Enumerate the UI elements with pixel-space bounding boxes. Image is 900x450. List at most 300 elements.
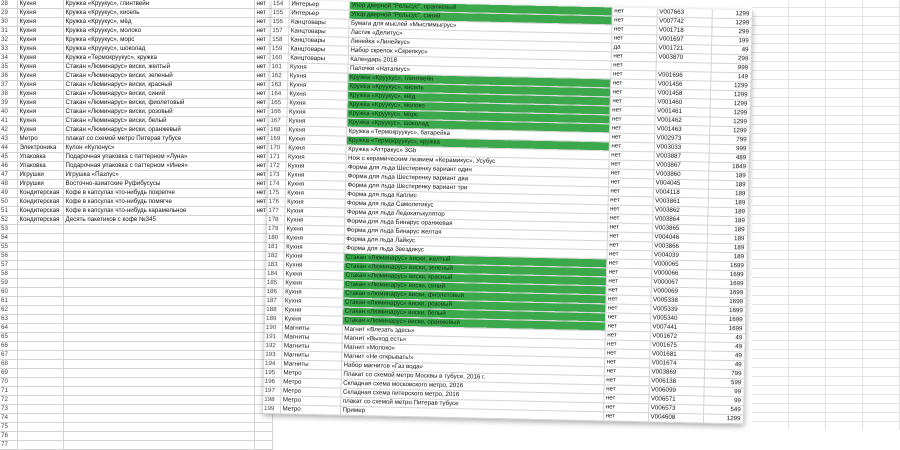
product-name-cell[interactable]: Стакан «Люминарус» виски, красный xyxy=(343,271,606,286)
flag-cell[interactable]: нет xyxy=(611,61,656,71)
category-cell[interactable] xyxy=(17,387,63,396)
article-code-cell[interactable]: V001463 xyxy=(654,125,709,135)
product-name-cell[interactable]: Набор скрепок «Скрепкус» xyxy=(348,46,611,61)
category-cell[interactable]: Кухня xyxy=(17,0,63,9)
price-cell[interactable]: 189 xyxy=(706,252,746,262)
product-name-cell[interactable]: Форма для льда Лайкус xyxy=(344,235,607,250)
flag-cell[interactable]: нет xyxy=(254,162,272,171)
price-cell[interactable]: 1299 xyxy=(712,10,752,19)
price-cell[interactable]: 189 xyxy=(708,171,748,181)
flag-cell[interactable]: нет xyxy=(607,241,652,251)
flag-cell[interactable]: нет xyxy=(608,187,653,197)
flag-cell[interactable]: нет xyxy=(603,394,648,404)
flag-cell[interactable]: да xyxy=(611,43,656,53)
category-cell[interactable]: Кухня xyxy=(17,45,63,54)
article-code-cell[interactable]: V003887 xyxy=(654,152,709,162)
category-cell[interactable]: Кондитерская xyxy=(17,216,63,225)
flag-cell[interactable]: нет xyxy=(254,36,272,45)
flag-cell[interactable]: нет xyxy=(603,412,648,422)
product-name-cell[interactable]: Стакан «Люминарус» виски, фиолетовый xyxy=(343,289,606,304)
article-code-cell[interactable]: V000065 xyxy=(651,260,706,270)
article-code-cell[interactable]: V003866 xyxy=(652,242,707,252)
category-cell[interactable] xyxy=(17,315,63,324)
product-name-cell[interactable]: Игрушка «Пазлус» xyxy=(63,171,254,180)
product-name-cell[interactable]: Кружка «Круукус», шоколад xyxy=(346,118,609,133)
category-cell[interactable]: Кондитерская xyxy=(17,198,63,207)
product-name-cell[interactable] xyxy=(63,243,254,252)
price-cell[interactable]: 799 xyxy=(704,369,744,379)
category-cell[interactable] xyxy=(17,306,63,315)
product-name-cell[interactable]: Упор дверной "Рельсус", синий xyxy=(349,10,612,25)
product-name-cell[interactable]: Кружка «Термокруукус», кружка xyxy=(346,136,609,151)
product-name-cell[interactable]: Ластик «Делитус» xyxy=(348,28,611,43)
article-code-cell[interactable]: V003867 xyxy=(653,161,708,171)
category-cell[interactable]: Метро xyxy=(281,369,341,379)
category-cell[interactable]: Кухня xyxy=(284,234,344,244)
article-code-cell[interactable]: V001721 xyxy=(656,44,711,54)
flag-cell[interactable]: нет xyxy=(605,322,650,332)
price-cell[interactable]: 49 xyxy=(704,351,744,361)
product-name-cell[interactable]: Форма для льда Самолетикус xyxy=(344,199,607,214)
category-cell[interactable]: Кухня xyxy=(284,207,344,217)
flag-cell[interactable]: нет xyxy=(254,207,272,216)
category-cell[interactable]: Магниты xyxy=(282,324,342,334)
category-cell[interactable]: Кухня xyxy=(283,270,343,280)
category-cell[interactable]: Кухня xyxy=(283,288,343,298)
flag-cell[interactable] xyxy=(254,423,272,432)
price-cell[interactable]: 99 xyxy=(703,387,743,397)
category-cell[interactable]: Кухня xyxy=(286,144,346,154)
product-name-cell[interactable] xyxy=(63,396,254,405)
product-name-cell[interactable] xyxy=(63,369,254,378)
product-name-cell[interactable]: Кружка «Круукус», кисель xyxy=(63,9,254,18)
price-cell[interactable]: 199 xyxy=(711,36,751,46)
category-cell[interactable] xyxy=(17,396,63,405)
category-cell[interactable]: Упаковка xyxy=(17,153,63,162)
product-name-cell[interactable] xyxy=(63,351,254,360)
product-name-cell[interactable]: Форма для льда Каплис xyxy=(345,190,608,205)
flag-cell[interactable]: нет xyxy=(605,331,650,341)
category-cell[interactable]: Канцтовары xyxy=(288,36,348,46)
product-name-cell[interactable] xyxy=(63,270,254,279)
price-cell[interactable]: 1699 xyxy=(706,288,746,298)
category-cell[interactable]: Кухня xyxy=(285,162,345,172)
price-cell[interactable]: 1299 xyxy=(710,99,750,109)
article-code-cell[interactable]: V001718 xyxy=(656,26,711,36)
article-code-cell[interactable]: V003860 xyxy=(653,170,708,180)
price-cell[interactable]: 1299 xyxy=(710,90,750,100)
price-cell[interactable]: 49 xyxy=(704,360,744,370)
price-cell[interactable]: 1849 xyxy=(708,162,748,172)
category-cell[interactable] xyxy=(17,270,63,279)
flag-cell[interactable]: нет xyxy=(606,286,651,296)
category-cell[interactable] xyxy=(17,342,63,351)
product-name-cell[interactable] xyxy=(63,378,254,387)
product-name-cell[interactable]: Стакан «Люминарус» виски, розовый xyxy=(342,298,605,313)
price-cell[interactable]: 149 xyxy=(710,72,750,82)
product-name-cell[interactable]: Линейка «Линейкус» xyxy=(348,37,611,52)
product-name-cell[interactable]: Стакан «Люминарус» виски, желтый xyxy=(343,253,606,268)
product-name-cell[interactable]: Бумага для мыслей «Мыслимыгрус» xyxy=(348,19,611,34)
product-name-cell[interactable]: Нож с керамическим лезвием «Керамикус», Усубус xyxy=(345,154,608,169)
category-cell[interactable] xyxy=(17,243,63,252)
category-cell[interactable] xyxy=(17,405,63,414)
product-name-cell[interactable]: Подарочная упаковка с паттерном «Инея» xyxy=(63,162,254,171)
product-name-cell[interactable]: Кружка «Круукус», глинтвейн xyxy=(63,0,254,9)
category-cell[interactable] xyxy=(17,324,63,333)
flag-cell[interactable]: нет xyxy=(610,88,655,98)
product-name-cell[interactable]: Форма для льда Шестеренку вариант один xyxy=(345,163,608,178)
price-cell[interactable]: 49 xyxy=(705,333,745,343)
category-cell[interactable]: Канцтовары xyxy=(288,54,348,64)
article-code-cell[interactable]: V000067 xyxy=(651,278,706,288)
product-name-cell[interactable] xyxy=(63,324,254,333)
article-code-cell[interactable]: V003870 xyxy=(656,53,711,63)
article-code-cell[interactable]: V001461 xyxy=(655,107,710,117)
article-code-cell[interactable]: V003861 xyxy=(653,197,708,207)
product-name-cell[interactable] xyxy=(63,441,254,450)
flag-cell[interactable]: нет xyxy=(254,63,272,72)
product-name-cell[interactable]: Кружка «Аттракус» 3Gb xyxy=(346,145,609,160)
price-cell[interactable]: 1699 xyxy=(706,270,746,280)
category-cell[interactable]: Кухня xyxy=(285,180,345,190)
category-cell[interactable] xyxy=(17,414,63,423)
article-code-cell[interactable]: V001674 xyxy=(649,359,704,369)
price-cell[interactable]: 99 xyxy=(703,396,743,406)
price-cell[interactable]: 189 xyxy=(708,180,748,190)
flag-cell[interactable]: нет xyxy=(254,45,272,54)
category-cell[interactable]: Кухня xyxy=(287,90,347,100)
article-code-cell[interactable]: V007663 xyxy=(657,8,712,18)
product-name-cell[interactable] xyxy=(63,333,254,342)
product-name-cell[interactable] xyxy=(63,252,254,261)
price-cell[interactable]: 799 xyxy=(709,135,749,145)
article-code-cell[interactable]: V005338 xyxy=(650,296,705,306)
category-cell[interactable]: Игрушки xyxy=(17,171,63,180)
product-name-cell[interactable] xyxy=(63,261,254,270)
category-cell[interactable]: Интерьер xyxy=(289,9,349,19)
article-code-cell[interactable]: V000066 xyxy=(651,269,706,279)
product-name-cell[interactable] xyxy=(63,315,254,324)
category-cell[interactable]: Электроника xyxy=(17,144,63,153)
product-name-cell[interactable] xyxy=(63,234,254,243)
price-cell[interactable]: 1299 xyxy=(710,81,750,91)
flag-cell[interactable]: нет xyxy=(609,115,654,125)
product-name-cell[interactable]: Стакан «Люминарус» виски, синий xyxy=(343,280,606,295)
article-code-cell[interactable]: V004118 xyxy=(653,188,708,198)
product-name-cell[interactable]: Магнит «Молоко» xyxy=(341,343,604,358)
price-cell[interactable]: 1699 xyxy=(706,261,746,271)
product-name-cell[interactable]: Набор магнитов «Газ вода» xyxy=(341,361,604,376)
flag-cell[interactable]: нет xyxy=(254,72,272,81)
product-name-cell[interactable]: Кружка «Круукус», шоколад xyxy=(63,45,254,54)
flag-cell[interactable]: нет xyxy=(606,250,651,260)
flag-cell[interactable]: нет xyxy=(254,198,272,207)
price-cell[interactable]: 299 xyxy=(711,54,751,64)
category-cell[interactable] xyxy=(17,225,63,234)
product-name-cell[interactable]: Магнит «Влезать здесь» xyxy=(342,325,605,340)
article-code-cell[interactable]: V005339 xyxy=(650,305,705,315)
article-code-cell[interactable]: V001697 xyxy=(656,35,711,45)
category-cell[interactable]: Кухня xyxy=(17,117,63,126)
article-code-cell[interactable]: V000069 xyxy=(651,287,706,297)
category-cell[interactable]: Кухня xyxy=(17,90,63,99)
category-cell[interactable]: Кухня xyxy=(287,99,347,109)
flag-cell[interactable]: нет xyxy=(607,214,652,224)
article-code-cell[interactable]: V001675 xyxy=(649,341,704,351)
flag-cell[interactable]: нет xyxy=(608,196,653,206)
flag-cell[interactable]: нет xyxy=(254,144,272,153)
product-name-cell[interactable] xyxy=(63,297,254,306)
category-cell[interactable]: Кухня xyxy=(287,72,347,82)
category-cell[interactable]: Кухня xyxy=(284,198,344,208)
flag-cell[interactable]: нет xyxy=(604,349,649,359)
product-name-cell[interactable]: Магнит «Не открывать!» xyxy=(341,352,604,367)
product-name-cell[interactable]: Десять пакетиков с кофе №345 xyxy=(63,216,254,225)
flag-cell[interactable]: нет xyxy=(609,151,654,161)
price-cell[interactable]: 1299 xyxy=(710,108,750,118)
article-code-cell[interactable]: V006573 xyxy=(648,404,703,414)
category-cell[interactable]: Кухня xyxy=(282,297,342,307)
category-cell[interactable] xyxy=(17,252,63,261)
product-name-cell[interactable]: Кружка «Круукус», кисель xyxy=(347,82,610,97)
flag-cell[interactable]: нет xyxy=(604,376,649,386)
flag-cell[interactable]: нет xyxy=(608,169,653,179)
article-code-cell[interactable]: V001460 xyxy=(655,98,710,108)
article-code-cell[interactable]: V001462 xyxy=(654,116,709,126)
category-cell[interactable]: Метро xyxy=(281,378,341,388)
flag-cell[interactable]: нет xyxy=(254,180,272,189)
product-name-cell[interactable]: Упор дверной "Рельсус", оранжевый xyxy=(349,2,612,16)
product-name-cell[interactable]: Стакан «Люминарус» виски, оранжевый xyxy=(342,316,605,331)
product-name-cell[interactable]: Складная схема московского метро, 2016 xyxy=(341,379,604,394)
category-cell[interactable]: Кондитерская xyxy=(17,207,63,216)
flag-cell[interactable]: нет xyxy=(607,205,652,215)
flag-cell[interactable]: нет xyxy=(604,340,649,350)
product-name-cell[interactable]: Кружка «Круукус», мёд xyxy=(63,18,254,27)
article-code-cell[interactable]: V004039 xyxy=(651,251,706,261)
category-cell[interactable]: Кухня xyxy=(283,252,343,262)
product-name-cell[interactable]: Форма для льда Ледокатькулятор xyxy=(344,208,607,223)
category-cell[interactable] xyxy=(17,279,63,288)
flag-cell[interactable]: нет xyxy=(254,81,272,90)
product-name-cell[interactable] xyxy=(63,432,254,441)
category-cell[interactable]: Кухня xyxy=(285,171,345,181)
category-cell[interactable]: Канцтовары xyxy=(288,45,348,55)
price-cell[interactable]: 189 xyxy=(707,216,747,226)
category-cell[interactable]: Игрушки xyxy=(17,180,63,189)
category-cell[interactable]: Кухня xyxy=(282,315,342,325)
product-name-cell[interactable] xyxy=(63,414,254,423)
product-name-cell[interactable] xyxy=(63,423,254,432)
price-cell[interactable]: 1299 xyxy=(709,117,749,127)
product-name-cell[interactable]: Магнит «Выход есть» xyxy=(342,334,605,349)
product-name-cell[interactable]: Кружка «Круукус», молоко xyxy=(347,100,610,115)
product-name-cell[interactable]: Кофе в капсулах что-нибудь покрепче xyxy=(63,189,254,198)
price-cell[interactable]: 1299 xyxy=(703,414,743,424)
article-code-cell[interactable]: V004045 xyxy=(653,179,708,189)
price-cell[interactable]: 1699 xyxy=(706,279,746,289)
flag-cell[interactable]: нет xyxy=(607,223,652,233)
article-code-cell[interactable]: V007742 xyxy=(657,17,712,27)
category-cell[interactable]: Упаковка xyxy=(17,162,63,171)
flag-cell[interactable]: нет xyxy=(605,304,650,314)
category-cell[interactable]: Метро xyxy=(280,396,340,406)
product-name-cell[interactable]: Кружка «Круукус», морс xyxy=(63,36,254,45)
flag-cell[interactable]: нет xyxy=(606,277,651,287)
category-cell[interactable]: Метро xyxy=(280,387,340,397)
product-name-cell[interactable]: Стакан «Люминарус» виски, синий xyxy=(63,90,254,99)
product-name-cell[interactable]: плакат со схемой метро Питерав тубусе xyxy=(63,135,254,144)
category-cell[interactable] xyxy=(17,378,63,387)
category-cell[interactable]: Кухня xyxy=(17,36,63,45)
category-cell[interactable]: Кухня xyxy=(284,216,344,226)
price-cell[interactable]: 999 xyxy=(709,144,749,154)
article-code-cell[interactable]: V005340 xyxy=(650,314,705,324)
category-cell[interactable] xyxy=(17,297,63,306)
category-cell[interactable]: Метро xyxy=(17,135,63,144)
price-cell[interactable]: 189 xyxy=(707,225,747,235)
product-name-cell[interactable]: Кружка «Круукус», мёд xyxy=(347,91,610,106)
category-cell[interactable] xyxy=(17,369,63,378)
flag-cell[interactable]: нет xyxy=(606,268,651,278)
category-cell[interactable] xyxy=(17,360,63,369)
flag-cell[interactable] xyxy=(254,441,272,450)
product-name-cell[interactable]: Стакан «Люминарус» виски, желтый xyxy=(63,63,254,72)
article-code-cell[interactable]: V003862 xyxy=(652,206,707,216)
flag-cell[interactable]: нет xyxy=(606,259,651,269)
product-name-cell[interactable]: Пример xyxy=(340,406,603,421)
article-code-cell[interactable]: V007441 xyxy=(650,323,705,333)
category-cell[interactable] xyxy=(17,432,63,441)
category-cell[interactable]: Кухня xyxy=(17,27,63,36)
product-name-cell[interactable] xyxy=(63,306,254,315)
flag-cell[interactable]: нет xyxy=(612,7,657,16)
category-cell[interactable]: Кухня xyxy=(284,243,344,253)
flag-cell[interactable]: нет xyxy=(608,178,653,188)
flag-cell[interactable]: нет xyxy=(612,16,657,26)
flag-cell[interactable]: нет xyxy=(610,70,655,80)
flag-cell[interactable]: нет xyxy=(603,403,648,413)
article-code-cell[interactable]: V003864 xyxy=(652,215,707,225)
flag-cell[interactable]: нет xyxy=(254,189,272,198)
product-name-cell[interactable]: Стакан «Люминарус» виски, белый xyxy=(63,117,254,126)
category-cell[interactable]: Магниты xyxy=(282,333,342,343)
category-cell[interactable] xyxy=(17,261,63,270)
category-cell[interactable]: Магниты xyxy=(281,342,341,352)
category-cell[interactable]: Кухня xyxy=(284,225,344,235)
product-name-cell[interactable] xyxy=(63,360,254,369)
flag-cell[interactable]: нет xyxy=(607,232,652,242)
flag-cell[interactable]: нет xyxy=(610,97,655,107)
product-name-cell[interactable] xyxy=(63,342,254,351)
category-cell[interactable]: Кухня xyxy=(287,81,347,91)
category-cell[interactable] xyxy=(17,288,63,297)
category-cell[interactable]: Канцтовары xyxy=(288,27,348,37)
flag-cell[interactable]: нет xyxy=(608,160,653,170)
category-cell[interactable]: Интерьер xyxy=(289,0,349,10)
category-cell[interactable]: Кухня xyxy=(286,117,346,127)
product-name-cell[interactable]: Форма для льда Бинарус желтая xyxy=(344,226,607,241)
flag-cell[interactable]: нет xyxy=(604,367,649,377)
flag-cell[interactable]: нет xyxy=(254,99,272,108)
product-name-cell[interactable]: Стакан «Люминарус» виски, зеленый xyxy=(343,262,606,277)
category-cell[interactable]: Кухня xyxy=(285,153,345,163)
product-name-cell[interactable]: плакат со схемой метро Питерав тубусе xyxy=(340,397,603,412)
category-cell[interactable]: Кухня xyxy=(17,81,63,90)
price-cell[interactable]: 1699 xyxy=(705,315,745,325)
category-cell[interactable]: Кухня xyxy=(286,126,346,136)
product-name-cell[interactable]: Палочки «Наталиус» xyxy=(347,64,610,79)
category-cell[interactable]: Кухня xyxy=(17,126,63,135)
product-name-cell[interactable]: Кружка «Термокруукус», батарейка xyxy=(346,127,609,142)
price-cell[interactable]: 189 xyxy=(708,189,748,199)
flag-cell[interactable]: нет xyxy=(254,126,272,135)
category-cell[interactable]: Магниты xyxy=(281,351,341,361)
category-cell[interactable]: Магниты xyxy=(281,360,341,370)
product-name-cell[interactable] xyxy=(63,387,254,396)
product-name-cell[interactable]: Стакан «Люминарус» виски, фиолетовый xyxy=(63,99,254,108)
category-cell[interactable]: Кухня xyxy=(17,72,63,81)
category-cell[interactable]: Кухня xyxy=(17,99,63,108)
product-name-cell[interactable]: Кофе в капсулах что-нибудь карамельное xyxy=(63,207,254,216)
category-cell[interactable]: Кондитерская xyxy=(17,189,63,198)
category-cell[interactable]: Канцтовары xyxy=(288,18,348,28)
price-cell[interactable]: 1299 xyxy=(712,18,752,28)
category-cell[interactable] xyxy=(17,333,63,342)
product-name-cell[interactable]: Кофе в капсулах что-нибудь помягче xyxy=(63,198,254,207)
product-name-cell[interactable] xyxy=(63,279,254,288)
price-cell[interactable]: 49 xyxy=(704,342,744,352)
flag-cell[interactable]: нет xyxy=(610,79,655,89)
price-cell[interactable]: 1299 xyxy=(709,126,749,136)
flag-cell[interactable]: нет xyxy=(254,108,272,117)
category-cell[interactable]: Кухня xyxy=(17,18,63,27)
category-cell[interactable]: Кухня xyxy=(286,135,346,145)
price-cell[interactable]: 299 xyxy=(711,27,751,37)
product-name-cell[interactable] xyxy=(63,405,254,414)
article-code-cell[interactable]: V006099 xyxy=(648,386,703,396)
flag-cell[interactable]: нет xyxy=(254,90,272,99)
product-name-cell[interactable]: Форма для льда Бинарус оранжевая xyxy=(344,217,607,232)
article-code-cell[interactable]: V003033 xyxy=(654,143,709,153)
category-cell[interactable] xyxy=(17,351,63,360)
product-name-cell[interactable]: Стакан «Люминарус» виски, красный xyxy=(63,81,254,90)
flag-cell[interactable]: нет xyxy=(254,171,272,180)
flag-cell[interactable]: нет xyxy=(611,52,656,62)
price-cell[interactable]: 189 xyxy=(707,243,747,253)
article-code-cell[interactable]: V003865 xyxy=(652,224,707,234)
price-cell[interactable]: 999 xyxy=(711,63,751,73)
category-cell[interactable]: Кухня xyxy=(286,108,346,118)
product-name-cell[interactable]: Календарь 2018 xyxy=(348,55,611,70)
flag-cell[interactable]: нет xyxy=(611,25,656,35)
article-code-cell[interactable]: V006571 xyxy=(648,395,703,405)
category-cell[interactable]: Кухня xyxy=(17,63,63,72)
flag-cell[interactable]: нет xyxy=(254,135,272,144)
flag-cell[interactable]: нет xyxy=(604,358,649,368)
price-cell[interactable]: 1699 xyxy=(705,297,745,307)
flag-cell[interactable]: нет xyxy=(611,34,656,44)
product-name-cell[interactable]: Стакан «Люминарус» виски, белый xyxy=(342,307,605,322)
flag-cell[interactable]: нет xyxy=(603,385,648,395)
price-cell[interactable]: 1699 xyxy=(705,324,745,334)
product-name-cell[interactable]: Кружка «Круукус», глинтвейн xyxy=(347,73,610,88)
category-cell[interactable]: Кухня xyxy=(17,54,63,63)
category-cell[interactable]: Кухня xyxy=(283,279,343,289)
flag-cell[interactable] xyxy=(254,414,272,423)
article-code-cell[interactable]: V004608 xyxy=(648,413,703,423)
